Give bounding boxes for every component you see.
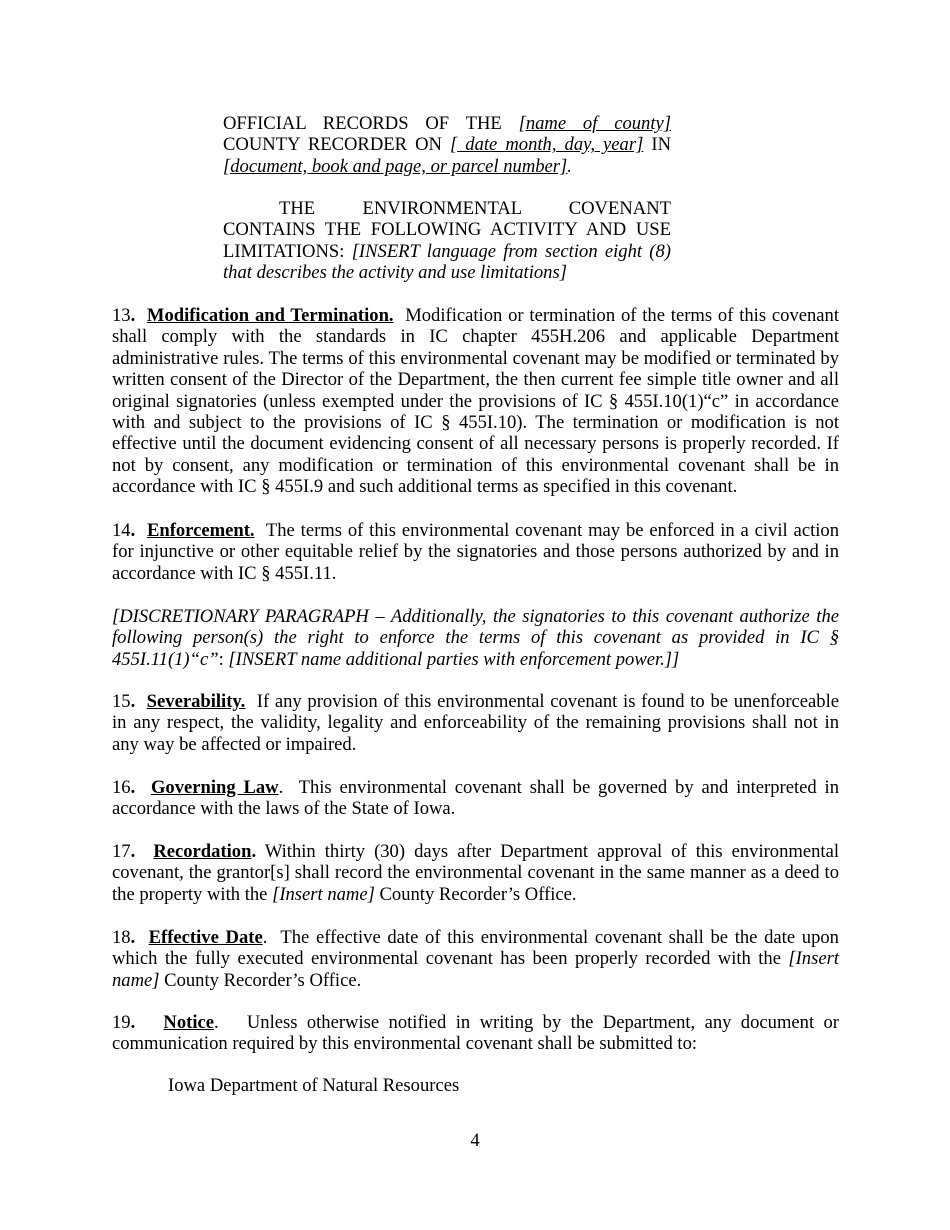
text-run: [DISCRETIONARY PARAGRAPH – Additionally, the signatories to this covenant authorize the following person(s) the right to enforce the terms of this covenant as provided in IC § 455I.11(1)“c”	[112, 606, 839, 670]
section-18-paragraph	[112, 927, 839, 991]
text-run: .	[278, 777, 284, 798]
placeholder-county: [name of county]	[518, 113, 671, 134]
section-text: The effective date of this environmental covenant shall be the date upon which the fully executed environmental covenant has been properly recorded with the	[112, 927, 839, 970]
section-text: The terms of this environmental covenant may be enforced in a civil action for injunctive or other equitable relief by the signatories and those persons authorized by and in accordance with IC § 455I.11.	[112, 520, 839, 584]
text-run: .	[130, 841, 136, 862]
text-run: IN	[643, 134, 672, 156]
recording-notice-block	[223, 113, 671, 177]
text-run: .	[130, 520, 136, 541]
notice-address: Iowa Department of Natural Resources	[168, 1075, 460, 1096]
section-number: 16	[112, 777, 131, 798]
section-title: Notice	[163, 1012, 215, 1033]
section-text: This environmental covenant shall be governed by and interpreted in accordance with the laws of the State of Iowa.	[112, 777, 839, 820]
section-title: Governing Law	[150, 777, 279, 798]
text-run: .	[130, 777, 136, 798]
activity-limitations-block	[223, 198, 671, 284]
text-run: .	[251, 841, 257, 862]
section-number: 17	[112, 841, 131, 862]
section-number: 13	[112, 305, 131, 326]
placeholder-document: [document, book and page, or parcel number]	[223, 155, 568, 177]
text-run: COUNTY RECORDER ON	[223, 134, 450, 156]
section-title: Recordation	[153, 841, 252, 862]
placeholder-county-name: [Insert name]	[112, 948, 839, 991]
section-title: Effective Date	[148, 927, 263, 948]
section-19-paragraph	[112, 1012, 839, 1055]
placeholder-parties: [INSERT name additional parties with enforcement power.]]	[228, 648, 680, 670]
section-text: Modification or termination of the terms of this covenant shall comply with the standards in IC chapter 455H.206 and applicable Department administrative rules. The terms of this environmental covenant may be modified or terminated by written consent of the Director of the Department, the then current fee simple title owner and all original signatories (unless exempted under the provisions of IC § 455I.10(1)“c” in accordance with and subject to the provisions of IC § 455I.10). The termination or modification is not effective until the document evidencing consent of all necessary persons is properly recorded. If not by consent, any modification or termination of this environmental covenant shall be in accordance with IC § 455I.9 and such additional terms as specified in this covenant.	[112, 305, 840, 498]
section-title: Modification and Termination.	[146, 305, 394, 326]
text-run: .	[214, 1012, 219, 1033]
section-15-paragraph	[112, 691, 839, 755]
section-text: Unless otherwise notified in writing by the Department, any document or communication required by this environmental covenant shall be submitted to:	[112, 1012, 840, 1055]
placeholder-date: [ date month, day, year]	[449, 134, 644, 156]
section-title: Enforcement.	[146, 520, 255, 541]
text-run: .	[130, 691, 136, 712]
section-title: Severability.	[146, 691, 246, 712]
text-run: .	[130, 1012, 136, 1033]
text-run: .	[130, 927, 136, 948]
text-run: :	[218, 648, 229, 670]
section-text: County Recorder’s Office.	[374, 883, 577, 905]
section-17-paragraph	[112, 841, 839, 905]
text-run: THE ENVIRONMENTAL COVENANT CONTAINS THE FOLLOWING ACTIVITY AND USE LIMITATIONS:	[223, 198, 671, 262]
page-number: 4	[470, 1130, 480, 1151]
text-run: .	[130, 305, 136, 326]
text-run: OFFICIAL RECORDS OF THE	[223, 113, 519, 134]
section-text: If any provision of this environmental covenant is found to be unenforceable in any respect, the validity, legality and enforceability of the remaining provisions shall not in any way be affected or impaired.	[112, 691, 839, 755]
text-run: .	[262, 927, 268, 948]
section-13-paragraph	[112, 305, 839, 498]
discretionary-paragraph	[112, 606, 839, 670]
section-text: Within thirty (30) days after Department approval of this environmental covenant, the grantor[s] shall record the environmental covenant in the same manner as a deed to the property with the	[112, 841, 840, 905]
section-16-paragraph	[112, 777, 839, 820]
placeholder-limitations: [INSERT language from section eight (8) that describes the activity and use limitations]	[223, 240, 671, 284]
text-run: .	[567, 155, 572, 177]
section-number: 14	[112, 520, 131, 541]
section-text: County Recorder’s Office.	[159, 969, 362, 991]
section-number: 19	[112, 1012, 131, 1033]
section-number: 18	[112, 927, 131, 948]
section-14-paragraph	[112, 520, 839, 584]
section-number: 15	[112, 691, 131, 712]
placeholder-county-name: [Insert name]	[272, 883, 375, 905]
